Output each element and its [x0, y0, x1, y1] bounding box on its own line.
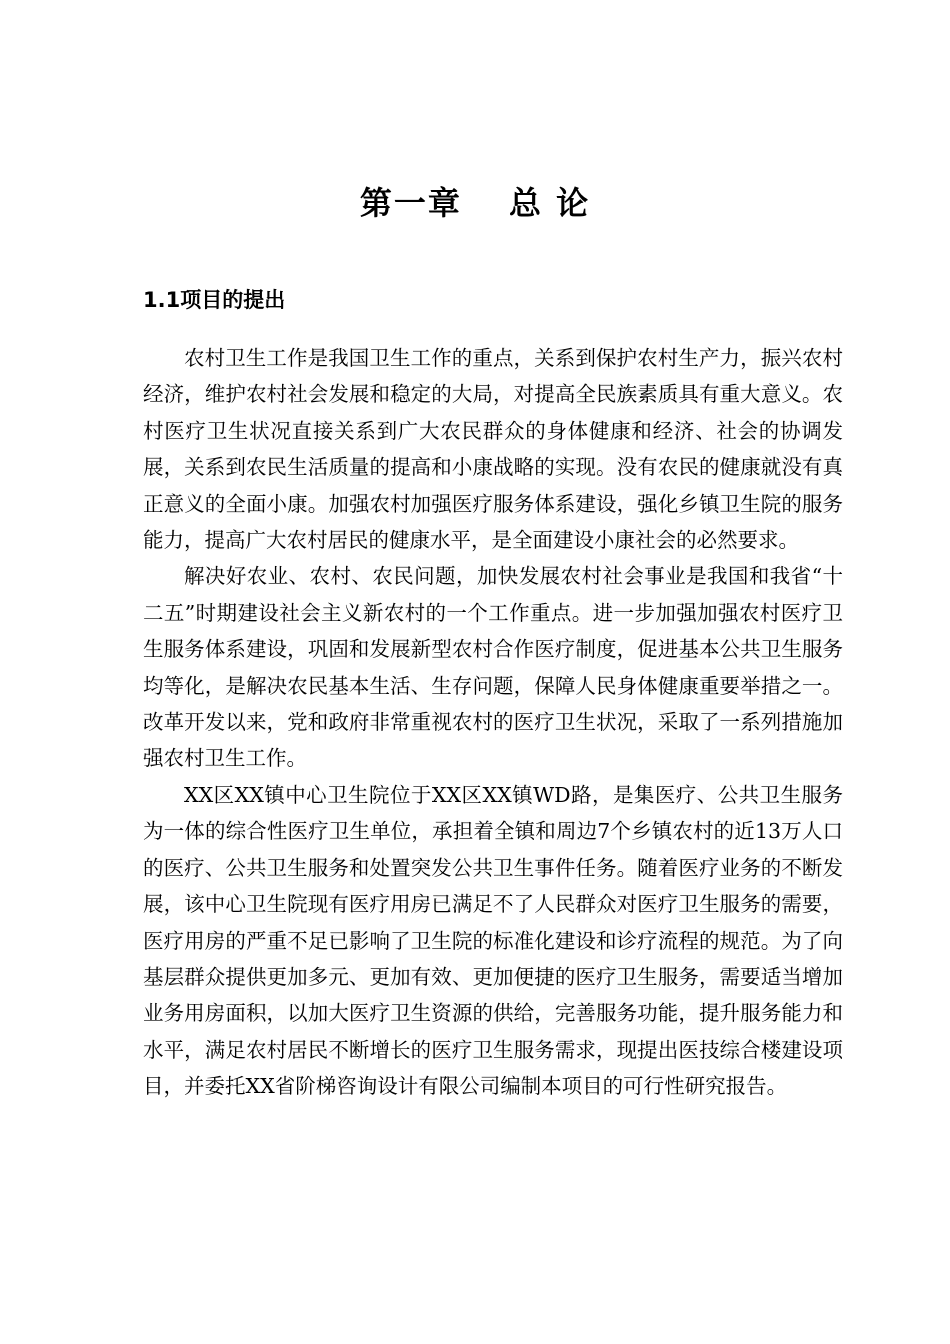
paragraph: XX区XX镇中心卫生院位于XX区XX镇WD路，是集医疗、公共卫生服务为一体的综合性医疗卫生单位，承担着全镇和周边7个乡镇农村的近13万人口的医疗、公共卫生服务和处置突发公共卫生事件任务。随着医疗业务的不断发展，该中心卫生院现有医疗用房已满足不了人民群众对医疗卫生服务的需要，医疗用房的严重不足已影响了卫生院的标准化建设和诊疗流程的规范。为了向基层群众提供更加多元、更加有效、更加便捷的医疗卫生服务，需要适当增加业务用房面积，以加大医疗卫生资源的供给，完善服务功能，提升服务能力和水平，满足农村居民不断增长的医疗卫生服务需求，现提出医技综合楼建设项目，并委托XX省阶梯咨询设计有限公司编制本项目的可行性研究报告。	[143, 782, 843, 1099]
body-text	[143, 340, 843, 1105]
chapter-title: 第一章 总 论	[359, 184, 591, 222]
paragraph: 农村卫生工作是我国卫生工作的重点，关系到保护农村生产力，振兴农村经济，维护农村社会发展和稳定的大局，对提高全民族素质具有重大意义。农村医疗卫生状况直接关系到广大农民群众的身体健康和经济、社会的协调发展，关系到农民生活质量的提高和小康战略的实现。没有农民的健康就没有真正意义的全面小康。加强农村加强医疗服务体系建设，强化乡镇卫生院的服务能力，提高广大农村居民的健康水平，是全面建设小康社会的必然要求。	[143, 346, 843, 553]
section-heading: 1.1项目的提出	[143, 288, 286, 312]
paragraph: 解决好农业、农村、农民问题，加快发展农村社会事业是我国和我省“十二五”时期建设社会主义新农村的一个工作重点。进一步加强加强农村医疗卫生服务体系建设，巩固和发展新型农村合作医疗制度，促进基本公共卫生服务均等化，是解决农民基本生活、生存问题，保障人民身体健康重要举措之一。改革开发以来，党和政府非常重视农村的医疗卫生状况，采取了一系列措施加强农村卫生工作。	[143, 564, 843, 771]
